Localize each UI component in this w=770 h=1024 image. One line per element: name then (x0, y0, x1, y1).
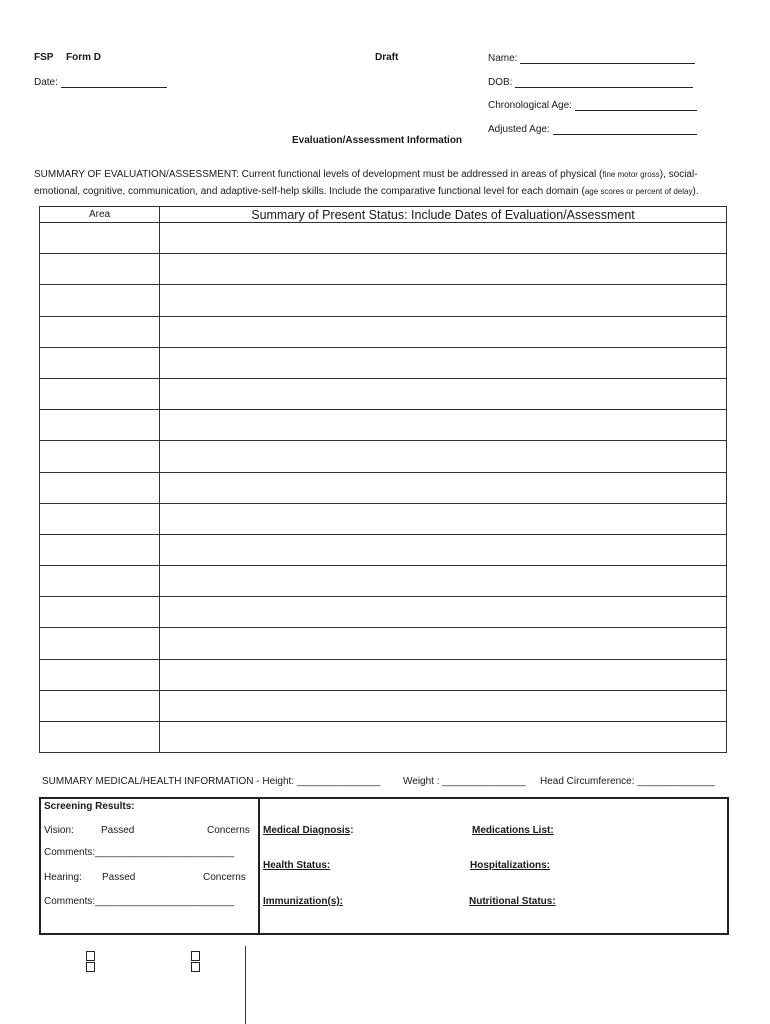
table-row (40, 597, 727, 628)
table-row (40, 410, 727, 441)
table-row (40, 566, 727, 597)
area-cell[interactable] (40, 659, 160, 690)
adjusted-age-label: Adjusted Age: (488, 124, 550, 135)
status-cell[interactable] (160, 378, 727, 409)
health-status-label: Health Status: (263, 860, 331, 871)
summary-instructions (34, 166, 734, 200)
vision-passed-option[interactable]: Passed (101, 825, 135, 836)
chrono-age-line (575, 99, 697, 111)
status-table (39, 206, 727, 753)
table-row (40, 316, 727, 347)
area-cell[interactable] (40, 534, 160, 565)
vision-label: Vision: (44, 825, 74, 836)
table-row (40, 254, 727, 285)
status-cell[interactable] (160, 472, 727, 503)
area-cell[interactable] (40, 566, 160, 597)
table-row (40, 347, 727, 378)
weight-field[interactable]: Weight : _______________ (403, 776, 526, 787)
status-cell[interactable] (160, 223, 727, 254)
dob-label: DOB: (488, 77, 513, 88)
summary-small-2: age scores or percent of delay (584, 187, 693, 196)
summary-text-2: ), social-emotional, cognitive, communication, and adaptive-self-help skills. Include the comparative functional level for each domain ( (34, 169, 698, 197)
status-cell[interactable] (160, 597, 727, 628)
area-cell[interactable] (40, 410, 160, 441)
hearing-comments-field[interactable]: Comments:_________________________ (44, 896, 235, 907)
dob-field[interactable] (488, 76, 693, 88)
status-cell[interactable] (160, 410, 727, 441)
area-cell[interactable] (40, 254, 160, 285)
medical-summary-line[interactable] (42, 776, 380, 787)
area-cell[interactable] (40, 441, 160, 472)
area-header: Area (40, 207, 160, 223)
immunizations-label: Immunization(s): (263, 896, 343, 907)
table-body (40, 223, 727, 753)
area-cell[interactable] (40, 597, 160, 628)
hearing-label: Hearing: (44, 872, 82, 883)
name-field[interactable] (488, 52, 695, 64)
summary-text-1: SUMMARY OF EVALUATION/ASSESSMENT: Current functional levels of development must be addressed in areas of physical ( (34, 169, 603, 180)
program-label: FSP (34, 52, 54, 63)
summary-text-3: ). (692, 186, 699, 197)
hearing-passed-option[interactable]: Passed (102, 872, 136, 883)
table-row (40, 534, 727, 565)
table-row (40, 285, 727, 316)
box-divider (258, 799, 260, 933)
area-cell[interactable] (40, 347, 160, 378)
draft-label: Draft (375, 52, 399, 63)
status-cell[interactable] (160, 285, 727, 316)
checkbox-1a[interactable] (86, 951, 95, 961)
checkbox-2b[interactable] (191, 962, 200, 972)
adjusted-age-field[interactable] (488, 123, 697, 135)
table-row (40, 472, 727, 503)
area-cell[interactable] (40, 690, 160, 721)
area-cell[interactable] (40, 472, 160, 503)
name-line (520, 52, 695, 64)
screening-title: Screening Results: (44, 801, 135, 812)
area-cell[interactable] (40, 628, 160, 659)
area-cell[interactable] (40, 285, 160, 316)
vertical-rule (245, 946, 246, 1024)
nutritional-status-label: Nutritional Status: (469, 896, 556, 907)
status-cell[interactable] (160, 690, 727, 721)
dob-line (515, 76, 693, 88)
table-row (40, 628, 727, 659)
chrono-age-label: Chronological Age: (488, 100, 572, 111)
hospitalizations-label: Hospitalizations: (470, 860, 551, 871)
table-row (40, 722, 727, 753)
medications-list-label: Medications List: (472, 825, 554, 836)
vision-comments-field[interactable]: Comments:_________________________ (44, 847, 235, 858)
date-label: Date: (34, 77, 58, 88)
date-line (61, 76, 167, 88)
summary-small-1: fine motor gross (602, 170, 660, 179)
checkbox-1b[interactable] (86, 962, 95, 972)
date-field[interactable] (34, 76, 167, 88)
table-row (40, 503, 727, 534)
form-label: Form D (66, 52, 101, 63)
table-row (40, 441, 727, 472)
area-cell[interactable] (40, 223, 160, 254)
area-cell[interactable] (40, 378, 160, 409)
status-cell[interactable] (160, 628, 727, 659)
status-cell[interactable] (160, 659, 727, 690)
name-label: Name: (488, 53, 518, 64)
status-cell[interactable] (160, 534, 727, 565)
medical-diagnosis-text: Medical Diagnosis (263, 825, 351, 836)
medical-info-box (39, 797, 729, 935)
table-row (40, 223, 727, 254)
head-circumference-field[interactable]: Head Circumference: ______________ (540, 776, 716, 787)
area-cell[interactable] (40, 503, 160, 534)
table-row (40, 659, 727, 690)
area-cell[interactable] (40, 316, 160, 347)
vision-concerns-option[interactable]: Concerns (207, 825, 250, 836)
height-field[interactable]: SUMMARY MEDICAL/HEALTH INFORMATION - Height: _______________ (42, 776, 381, 787)
status-cell[interactable] (160, 254, 727, 285)
status-cell[interactable] (160, 316, 727, 347)
table-row (40, 378, 727, 409)
medical-diagnosis-colon: : (350, 825, 354, 836)
status-cell[interactable] (160, 722, 727, 753)
hearing-concerns-option[interactable]: Concerns (203, 872, 246, 883)
status-cell[interactable] (160, 566, 727, 597)
status-cell[interactable] (160, 503, 727, 534)
area-cell[interactable] (40, 722, 160, 753)
chrono-age-field[interactable] (488, 99, 697, 111)
section-title: Evaluation/Assessment Information (292, 135, 463, 146)
status-cell[interactable] (160, 347, 727, 378)
medical-diagnosis-label (263, 825, 354, 836)
table-row (40, 690, 727, 721)
checkbox-2a[interactable] (191, 951, 200, 961)
status-cell[interactable] (160, 441, 727, 472)
adjusted-age-line (553, 123, 697, 135)
status-header: Summary of Present Status: Include Dates of Evaluation/Assessment (160, 207, 727, 223)
